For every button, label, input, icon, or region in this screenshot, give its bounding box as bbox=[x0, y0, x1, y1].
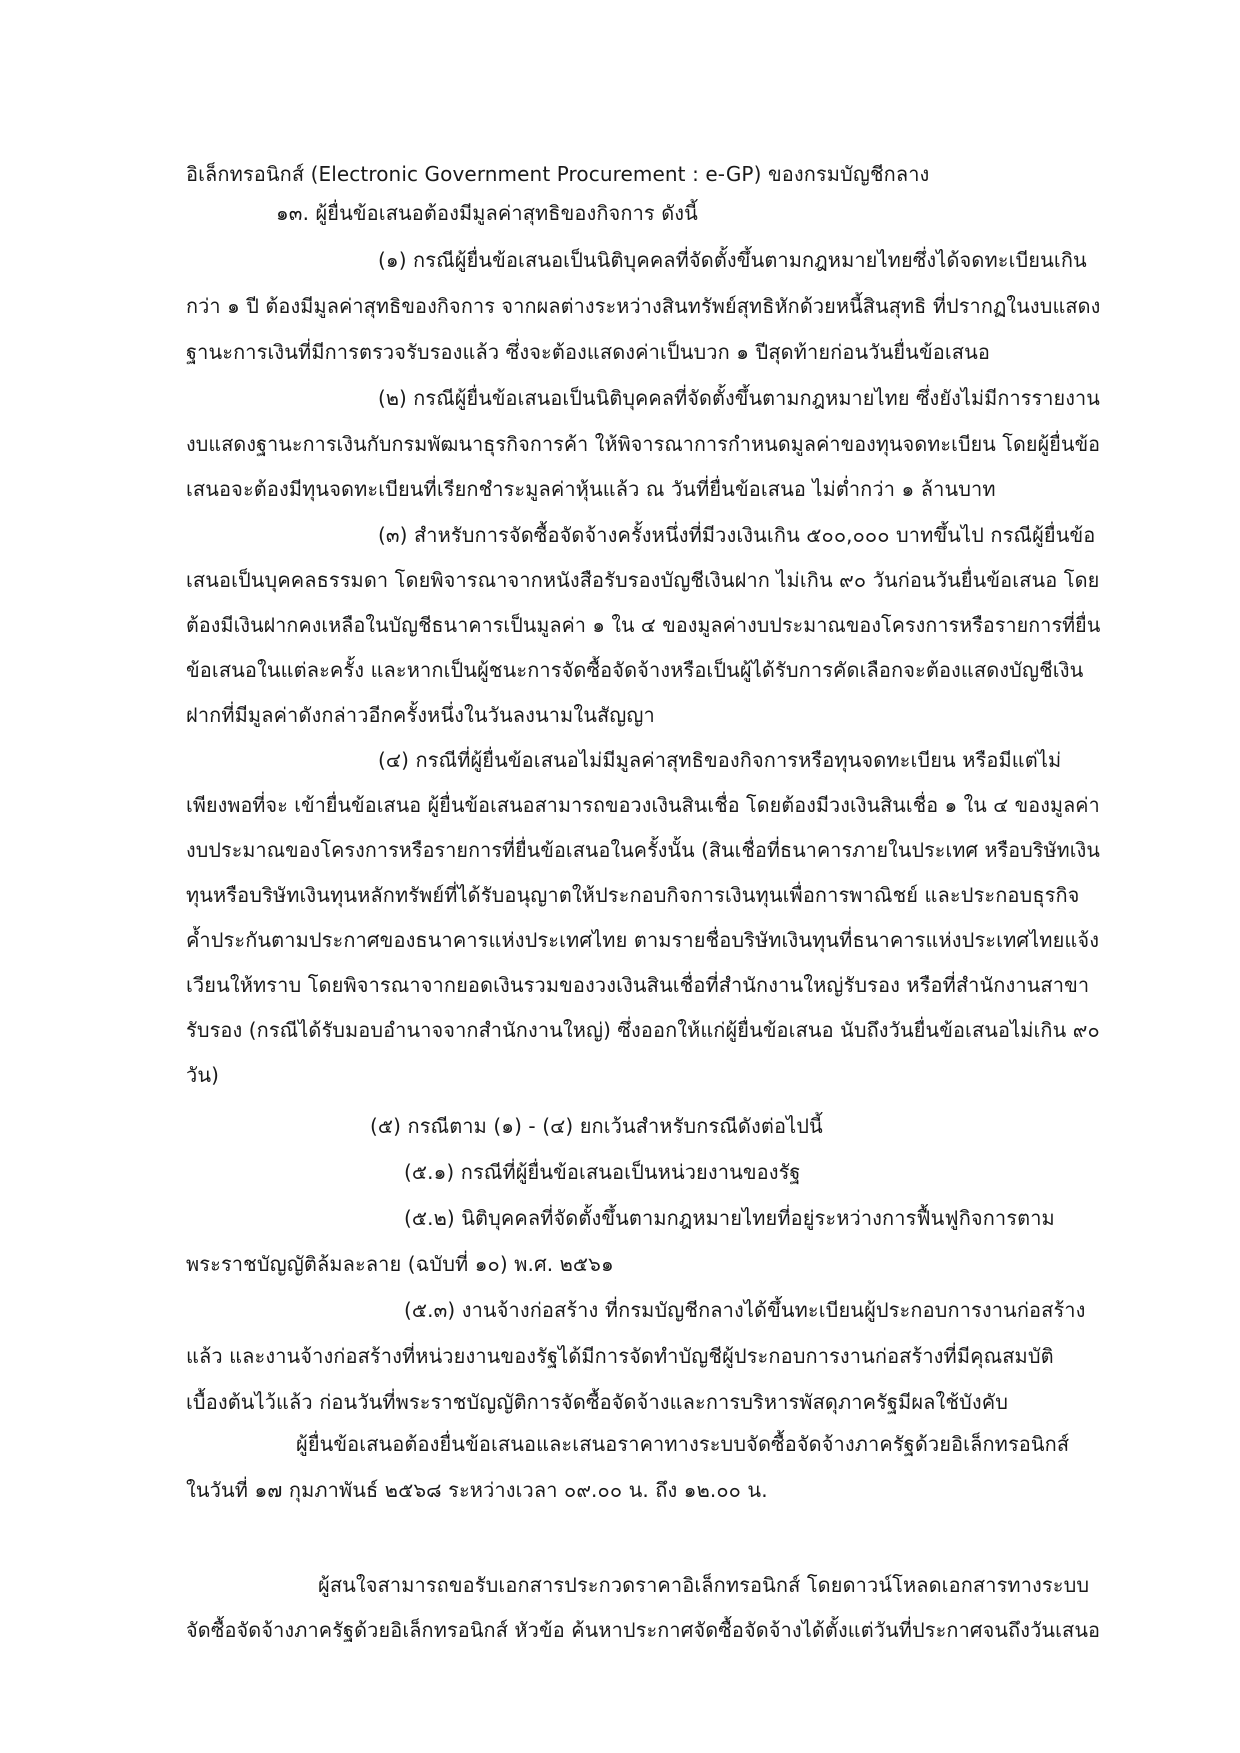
text-line: ต้องมีเงินฝากคงเหลือในบัญชีธนาคารเป็นมูลค่า ๑ ใน ๔ ของมูลค่างบประมาณของโครงการหรือรายการที่ยื่น bbox=[186, 613, 1101, 637]
text-line: (๓) สำหรับการจัดซื้อจัดจ้างครั้งหนึ่งที่มีวงเงินเกิน ๕๐๐,๐๐๐ บาทขึ้นไป กรณีผู้ยื่นข้อ bbox=[378, 523, 1096, 547]
text-line: งบประมาณของโครงการหรือรายการที่ยื่นข้อเสนอในครั้งนั้น (สินเชื่อที่ธนาคารภายในประเทศ หรือบริษัทเงิน bbox=[186, 838, 1100, 862]
text-line: ค้ำประกันตามประกาศของธนาคารแห่งประเทศไทย ตามรายชื่อบริษัทเงินทุนที่ธนาคารแห่งประเทศไทยแจ้ง bbox=[186, 928, 1100, 952]
text-line: (๒) กรณีผู้ยื่นข้อเสนอเป็นนิติบุคคลที่จัดตั้งขึ้นตามกฎหมายไทย ซึ่งยังไม่มีการรายงาน bbox=[378, 386, 1100, 410]
section-heading: ๑๓. ผู้ยื่นข้อเสนอต้องมีมูลค่าสุทธิของกิจการ ดังนี้ bbox=[276, 201, 698, 225]
text-line: แล้ว และงานจ้างก่อสร้างที่หน่วยงานของรัฐได้มีการจัดทำบัญชีผู้ประกอบการงานก่อสร้างที่มีคุณสมบัติ bbox=[186, 1344, 1054, 1368]
text-line: วัน) bbox=[186, 1063, 220, 1087]
text-line: ฝากที่มีมูลค่าดังกล่าวอีกครั้งหนึ่งในวันลงนามในสัญญา bbox=[186, 703, 655, 727]
text-line: ผู้ยื่นข้อเสนอต้องยื่นข้อเสนอและเสนอราคาทางระบบจัดซื้อจัดจ้างภาครัฐด้วยอิเล็กทรอนิกส์ bbox=[296, 1432, 1070, 1456]
text-line: อิเล็กทรอนิกส์ (Electronic Government Procurement : e-GP) ของกรมบัญชีกลาง bbox=[186, 162, 930, 186]
text-line: (๕.๒) นิติบุคคลที่จัดตั้งขึ้นตามกฎหมายไทยที่อยู่ระหว่างการฟื้นฟูกิจการตาม bbox=[404, 1206, 1055, 1230]
text-line: จัดซื้อจัดจ้างภาครัฐด้วยอิเล็กทรอนิกส์ หัวข้อ ค้นหาประกาศจัดซื้อจัดจ้างได้ตั้งแต่วันที่ประกาศจนถึงวันเสนอ bbox=[186, 1618, 1101, 1642]
text-line: ผู้สนใจสามารถขอรับเอกสารประกวดราคาอิเล็กทรอนิกส์ โดยดาวน์โหลดเอกสารทางระบบ bbox=[318, 1573, 1090, 1597]
text-line: รับรอง (กรณีได้รับมอบอำนาจจากสำนักงานใหญ่) ซึ่งออกให้แก่ผู้ยื่นข้อเสนอ นับถึงวันยื่นข้อเสนอไม่เกิน ๙๐ bbox=[186, 1018, 1100, 1042]
text-line: กว่า ๑ ปี ต้องมีมูลค่าสุทธิของกิจการ จากผลต่างระหว่างสินทรัพย์สุทธิหักด้วยหนี้สินสุทธิ ที่ปรากฏในงบแสดง bbox=[186, 294, 1101, 318]
text-line: เสนอเป็นบุคคลธรรมดา โดยพิจารณาจากหนังสือรับรองบัญชีเงินฝาก ไม่เกิน ๙๐ วันก่อนวันยื่นข้อเสนอ โดย bbox=[186, 568, 1100, 592]
text-line: ทุนหรือบริษัทเงินทุนหลักทรัพย์ที่ได้รับอนุญาตให้ประกอบกิจการเงินทุนเพื่อการพาณิชย์ และประกอบธุรกิจ bbox=[186, 883, 1080, 907]
text-line: (๕) กรณีตาม (๑) - (๔) ยกเว้นสำหรับกรณีดังต่อไปนี้ bbox=[370, 1114, 823, 1138]
text-line: เบื้องต้นไว้แล้ว ก่อนวันที่พระราชบัญญัติการจัดซื้อจัดจ้างและการบริหารพัสดุภาครัฐมีผลใช้บังคับ bbox=[186, 1390, 1008, 1414]
text-line: (๑) กรณีผู้ยื่นข้อเสนอเป็นนิติบุคคลที่จัดตั้งขึ้นตามกฎหมายไทยซึ่งได้จดทะเบียนเกิน bbox=[378, 248, 1087, 272]
text-line: เวียนให้ทราบ โดยพิจารณาจากยอดเงินรวมของวงเงินสินเชื่อที่สำนักงานใหญ่รับรอง หรือที่สำนักงานสาขา bbox=[186, 973, 1090, 997]
text-line: ฐานะการเงินที่มีการตรวจรับรองแล้ว ซึ่งจะต้องแสดงค่าเป็นบวก ๑ ปีสุดท้ายก่อนวันยื่นข้อเสนอ bbox=[186, 340, 990, 364]
text-line: งบแสดงฐานะการเงินกับกรมพัฒนาธุรกิจการค้า ให้พิจารณาการกำหนดมูลค่าของทุนจดทะเบียน โดยผู้ยื่นข้อ bbox=[186, 432, 1101, 456]
text-line: ข้อเสนอในแต่ละครั้ง และหากเป็นผู้ชนะการจัดซื้อจัดจ้างหรือเป็นผู้ได้รับการคัดเลือกจะต้องแสดงบัญชีเงิน bbox=[186, 658, 1084, 682]
text-line: เพียงพอที่จะ เข้ายื่นข้อเสนอ ผู้ยื่นข้อเสนอสามารถขอวงเงินสินเชื่อ โดยต้องมีวงเงินสินเชื่อ ๑ ใน ๔ ของมูลค่า bbox=[186, 793, 1100, 817]
text-line: (๕.๑) กรณีที่ผู้ยื่นข้อเสนอเป็นหน่วยงานของรัฐ bbox=[404, 1160, 801, 1184]
text-line: พระราชบัญญัติล้มละลาย (ฉบับที่ ๑๐) พ.ศ. ๒๕๖๑ bbox=[186, 1252, 614, 1276]
text-line: ในวันที่ ๑๗ กุมภาพันธ์ ๒๕๖๘ ระหว่างเวลา ๐๙.๐๐ น. ถึง ๑๒.๐๐ น. bbox=[186, 1478, 768, 1502]
text-line: (๕.๓) งานจ้างก่อสร้าง ที่กรมบัญชีกลางได้ขึ้นทะเบียนผู้ประกอบการงานก่อสร้าง bbox=[404, 1298, 1086, 1322]
text-line: เสนอจะต้องมีทุนจดทะเบียนที่เรียกชำระมูลค่าหุ้นแล้ว ณ วันที่ยื่นข้อเสนอ ไม่ต่ำกว่า ๑ ล้านบาท bbox=[186, 477, 996, 501]
text-line: (๔) กรณีที่ผู้ยื่นข้อเสนอไม่มีมูลค่าสุทธิของกิจการหรือทุนจดทะเบียน หรือมีแต่ไม่ bbox=[378, 748, 1062, 772]
